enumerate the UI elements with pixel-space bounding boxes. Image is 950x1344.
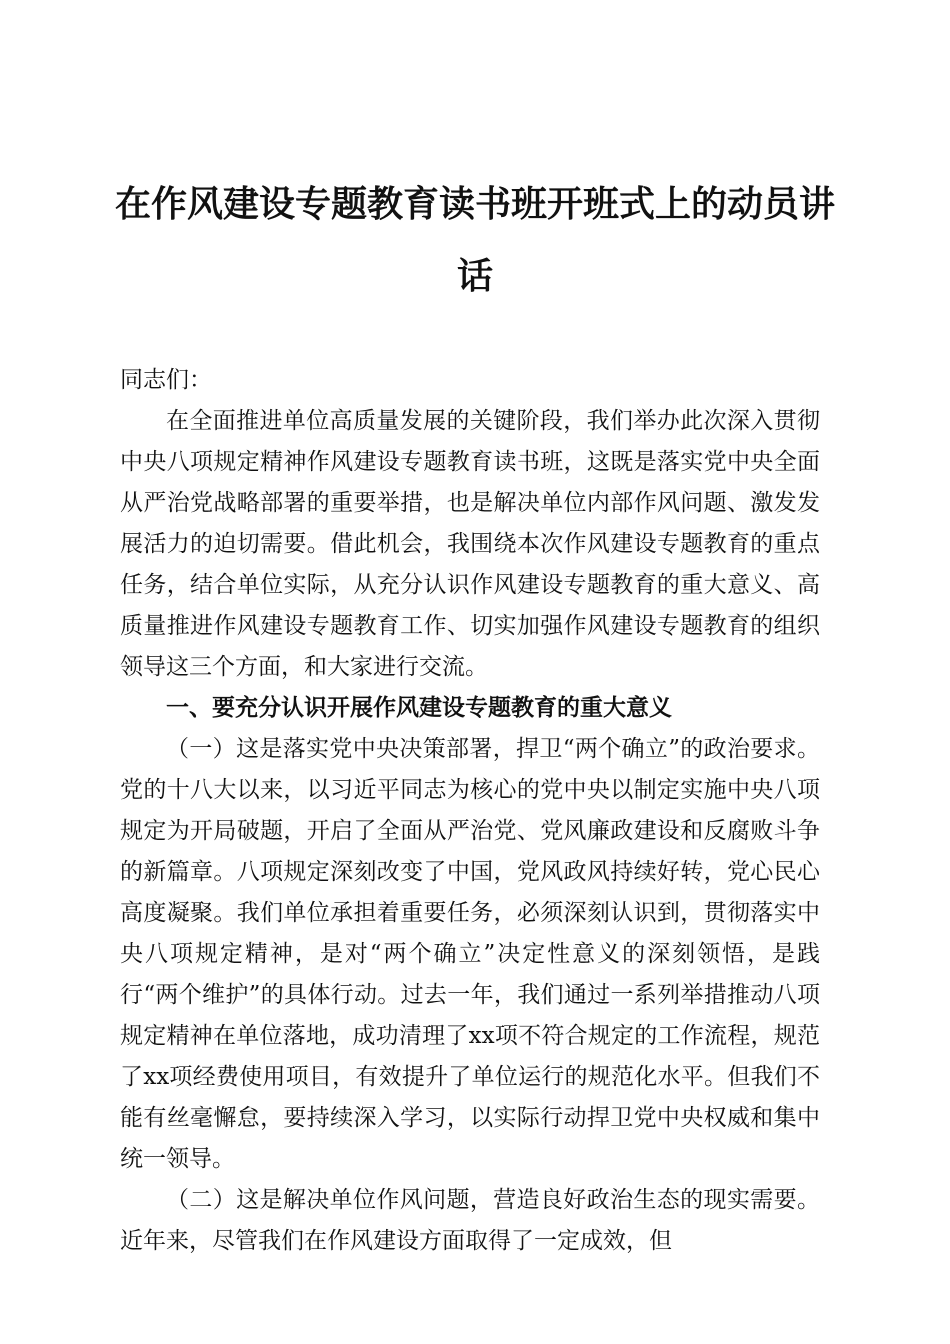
intro-paragraph: 在全面推进单位高质量发展的关键阶段，我们举办此次深入贯彻中央八项规定精神作风建设专题教育读书班，这既是落实党中央全面从严治党战略部署的重要举措，也是解决单位内部作风问题、激发发展活力的迫切需要。借此机会，我围绕本次作风建设专题教育的重点任务，结合单位实际，从充分认识作风建设专题教育的重大意义、高质量推进作风建设专题教育工作、切实加强作风建设专题教育的组织领导这三个方面，和大家进行交流。 [120,408,820,680]
section-paragraph-1: （一）这是落实党中央决策部署，捍卫“两个确立”的政治要求。党的十八大以来，以习近平同志为核心的党中央以制定实施中央八项规定为开局破题，开启了全面从严治党、党风廉政建设和反腐败斗争的新篇章。八项规定深刻改变了中国，党风政风持续好转，党心民心高度凝聚。我们单位承担着重要任务，必须深刻认识到，贯彻落实中央八项规定精神，是对“两个确立”决定性意义的深刻领悟，是践行“两个维护”的具体行动。过去一年，我们通过一系列举措推动八项规定精神在单位落地，成功清理了xx项不符合规定的工作流程，规范了xx项经费使用项目，有效提升了单位运行的规范化水平。但我们不能有丝毫懈怠，要持续深入学习，以实际行动捍卫党中央权威和集中统一领导。 [120,736,820,1172]
section-paragraph-2: （二）这是解决单位作风问题，营造良好政治生态的现实需要。近年来，尽管我们在作风建设方面取得了一定成效，但 [120,1187,820,1254]
document-title: 在作风建设专题教育读书班开班式上的动员讲话 [114,183,835,297]
salutation: 同志们： [120,367,212,393]
section-heading: 一、要充分认识开展作风建设专题教育的重大意义 [166,695,672,721]
document-body [120,360,820,1262]
